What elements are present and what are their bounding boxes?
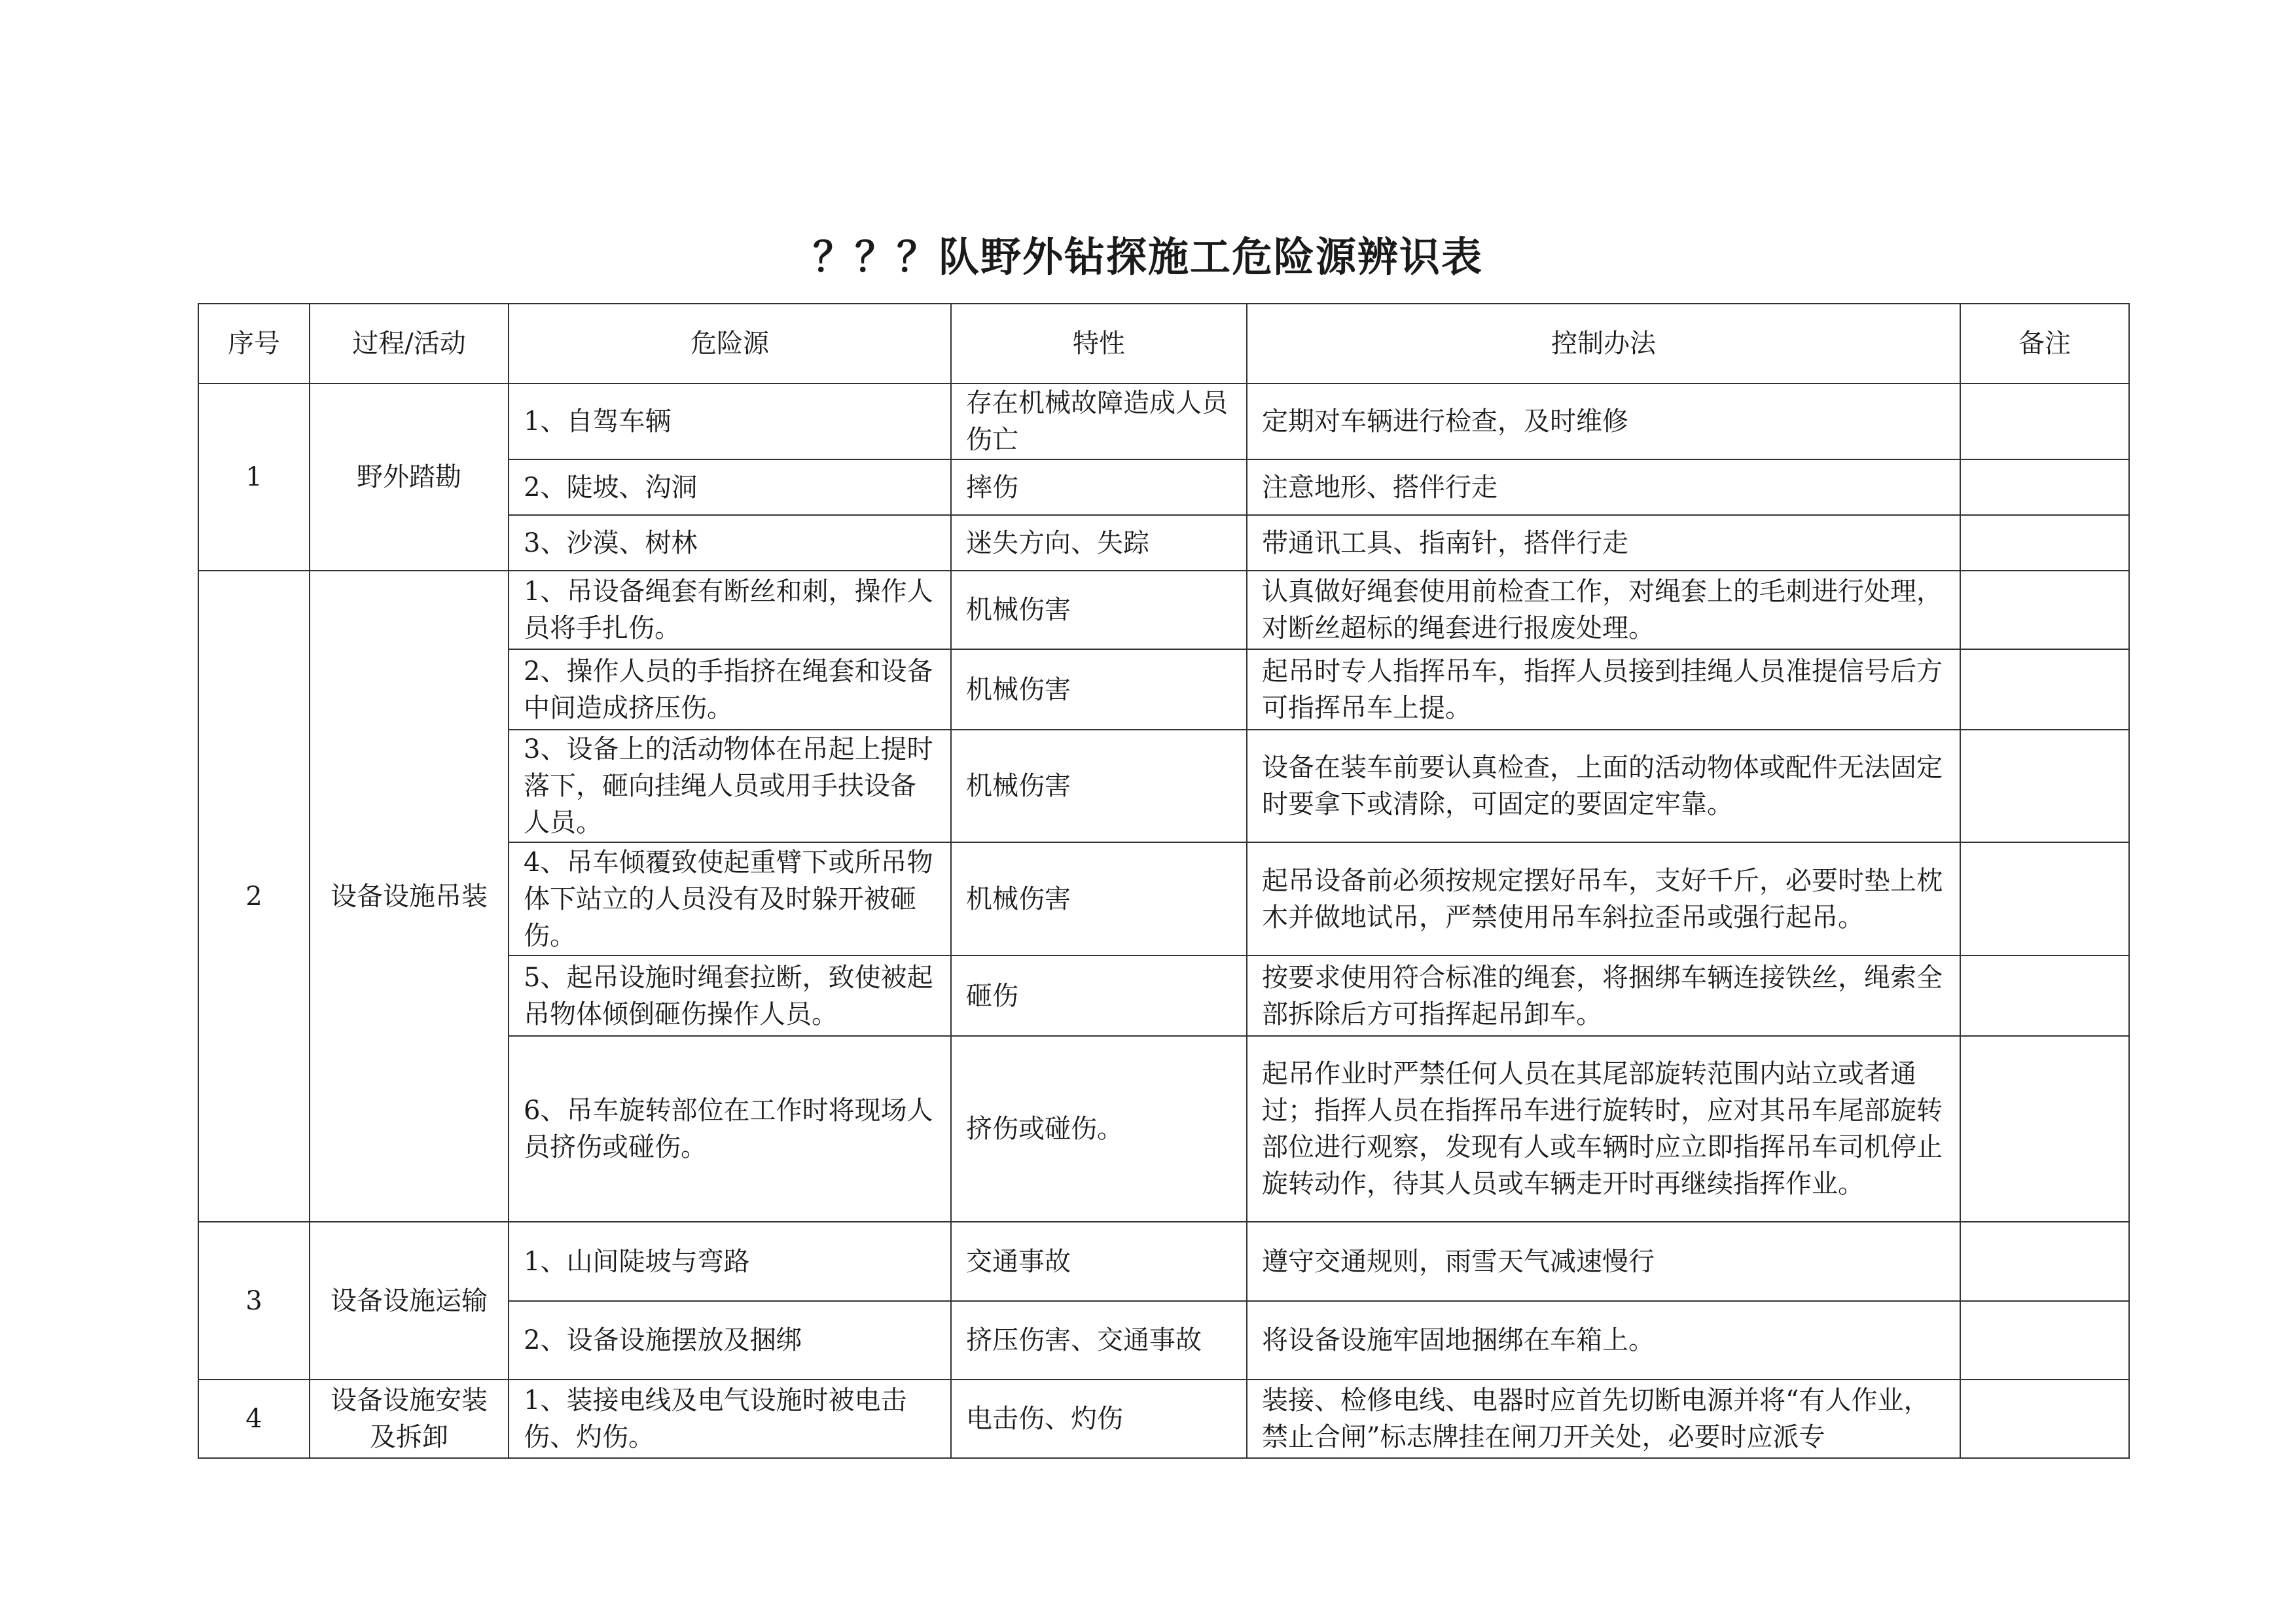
control-cell: 按要求使用符合标准的绳套，将捆绑车辆连接铁丝，绳索全部拆除后方可指挥起吊卸车。 [1247, 955, 1960, 1036]
hazard-cell: 2、操作人员的手指挤在绳套和设备中间造成挤压伤。 [509, 649, 951, 730]
hazard-cell: 1、吊设备绳套有断丝和刺，操作人员将手扎伤。 [509, 571, 951, 649]
header-control: 控制办法 [1247, 304, 1960, 383]
hazard-cell: 3、沙漠、树林 [509, 515, 951, 571]
header-hazard: 危险源 [509, 304, 951, 383]
characteristic-cell: 摔伤 [951, 459, 1247, 515]
group-no: 1 [198, 383, 310, 571]
control-cell: 注意地形、搭伴行走 [1247, 459, 1960, 515]
header-characteristic: 特性 [951, 304, 1247, 383]
characteristic-cell: 电击伤、灼伤 [951, 1380, 1247, 1458]
hazard-cell: 5、起吊设施时绳套拉断，致使被起吊物体倾倒砸伤操作人员。 [509, 955, 951, 1036]
characteristic-cell: 砸伤 [951, 955, 1247, 1036]
characteristic-cell: 交通事故 [951, 1222, 1247, 1301]
hazard-cell: 1、自驾车辆 [509, 383, 951, 459]
table-row [198, 1380, 2129, 1458]
control-cell: 将设备设施牢固地捆绑在车箱上。 [1247, 1301, 1960, 1380]
note-cell [1960, 842, 2129, 955]
note-cell [1960, 1301, 2129, 1380]
control-cell: 装接、检修电线、电器时应首先切断电源并将“有人作业，禁止合闸”标志牌挂在闸刀开关处，必要时应派专 [1247, 1380, 1960, 1458]
control-cell: 遵守交通规则，雨雪天气减速慢行 [1247, 1222, 1960, 1301]
page-title: ？？？队野外钻探施工危险源辨识表 [812, 233, 1483, 281]
characteristic-cell: 机械伤害 [951, 649, 1247, 730]
characteristic-cell: 机械伤害 [951, 842, 1247, 955]
characteristic-cell: 迷失方向、失踪 [951, 515, 1247, 571]
hazard-cell: 4、吊车倾覆致使起重臂下或所吊物体下站立的人员没有及时躲开被砸伤。 [509, 842, 951, 955]
characteristic-cell: 挤伤或碰伤。 [951, 1036, 1247, 1222]
note-cell [1960, 571, 2129, 649]
hazard-cell: 1、装接电线及电气设施时被电击伤、灼伤。 [509, 1380, 951, 1458]
table-row [198, 571, 2129, 649]
control-cell: 定期对车辆进行检查，及时维修 [1247, 383, 1960, 459]
note-cell [1960, 383, 2129, 459]
header-no: 序号 [198, 304, 310, 383]
group-no: 4 [198, 1380, 310, 1458]
note-cell [1960, 1222, 2129, 1301]
hazard-cell: 1、山间陡坡与弯路 [509, 1222, 951, 1301]
group-no: 3 [198, 1222, 310, 1380]
note-cell [1960, 955, 2129, 1036]
hazard-cell: 3、设备上的活动物体在吊起上提时落下，砸向挂绳人员或用手扶设备人员。 [509, 730, 951, 842]
control-cell: 设备在装车前要认真检查，上面的活动物体或配件无法固定时要拿下或清除，可固定的要固定牢靠。 [1247, 730, 1960, 842]
note-cell [1960, 1036, 2129, 1222]
characteristic-cell: 机械伤害 [951, 730, 1247, 842]
note-cell [1960, 730, 2129, 842]
group-process: 野外踏勘 [310, 383, 509, 571]
control-cell: 带通讯工具、指南针，搭伴行走 [1247, 515, 1960, 571]
control-cell: 起吊作业时严禁任何人员在其尾部旋转范围内站立或者通过；指挥人员在指挥吊车进行旋转时，应对其吊车尾部旋转部位进行观察，发现有人或车辆时应立即指挥吊车司机停止旋转动作，待其人员或车辆走开时再继续指挥作业。 [1247, 1036, 1960, 1222]
note-cell [1960, 459, 2129, 515]
table-header-row [198, 304, 2129, 383]
group-process: 设备设施安装及拆卸 [310, 1380, 509, 1458]
characteristic-cell: 存在机械故障造成人员伤亡 [951, 383, 1247, 459]
characteristic-cell: 挤压伤害、交通事故 [951, 1301, 1247, 1380]
characteristic-cell: 机械伤害 [951, 571, 1247, 649]
header-process: 过程/活动 [310, 304, 509, 383]
group-no: 2 [198, 571, 310, 1222]
control-cell: 起吊时专人指挥吊车，指挥人员接到挂绳人员准提信号后方可指挥吊车上提。 [1247, 649, 1960, 730]
header-note: 备注 [1960, 304, 2129, 383]
note-cell [1960, 515, 2129, 571]
table-row [198, 383, 2129, 459]
note-cell [1960, 649, 2129, 730]
hazard-cell: 2、陡坡、沟洞 [509, 459, 951, 515]
group-process: 设备设施运输 [310, 1222, 509, 1380]
hazard-identification-table [198, 303, 2130, 1459]
hazard-cell: 6、吊车旋转部位在工作时将现场人员挤伤或碰伤。 [509, 1036, 951, 1222]
note-cell [1960, 1380, 2129, 1458]
control-cell: 起吊设备前必须按规定摆好吊车，支好千斤，必要时垫上枕木并做地试吊，严禁使用吊车斜拉歪吊或强行起吊。 [1247, 842, 1960, 955]
hazard-cell: 2、设备设施摆放及捆绑 [509, 1301, 951, 1380]
group-process: 设备设施吊装 [310, 571, 509, 1222]
table-row [198, 1222, 2129, 1301]
control-cell: 认真做好绳套使用前检查工作，对绳套上的毛刺进行处理，对断丝超标的绳套进行报废处理。 [1247, 571, 1960, 649]
